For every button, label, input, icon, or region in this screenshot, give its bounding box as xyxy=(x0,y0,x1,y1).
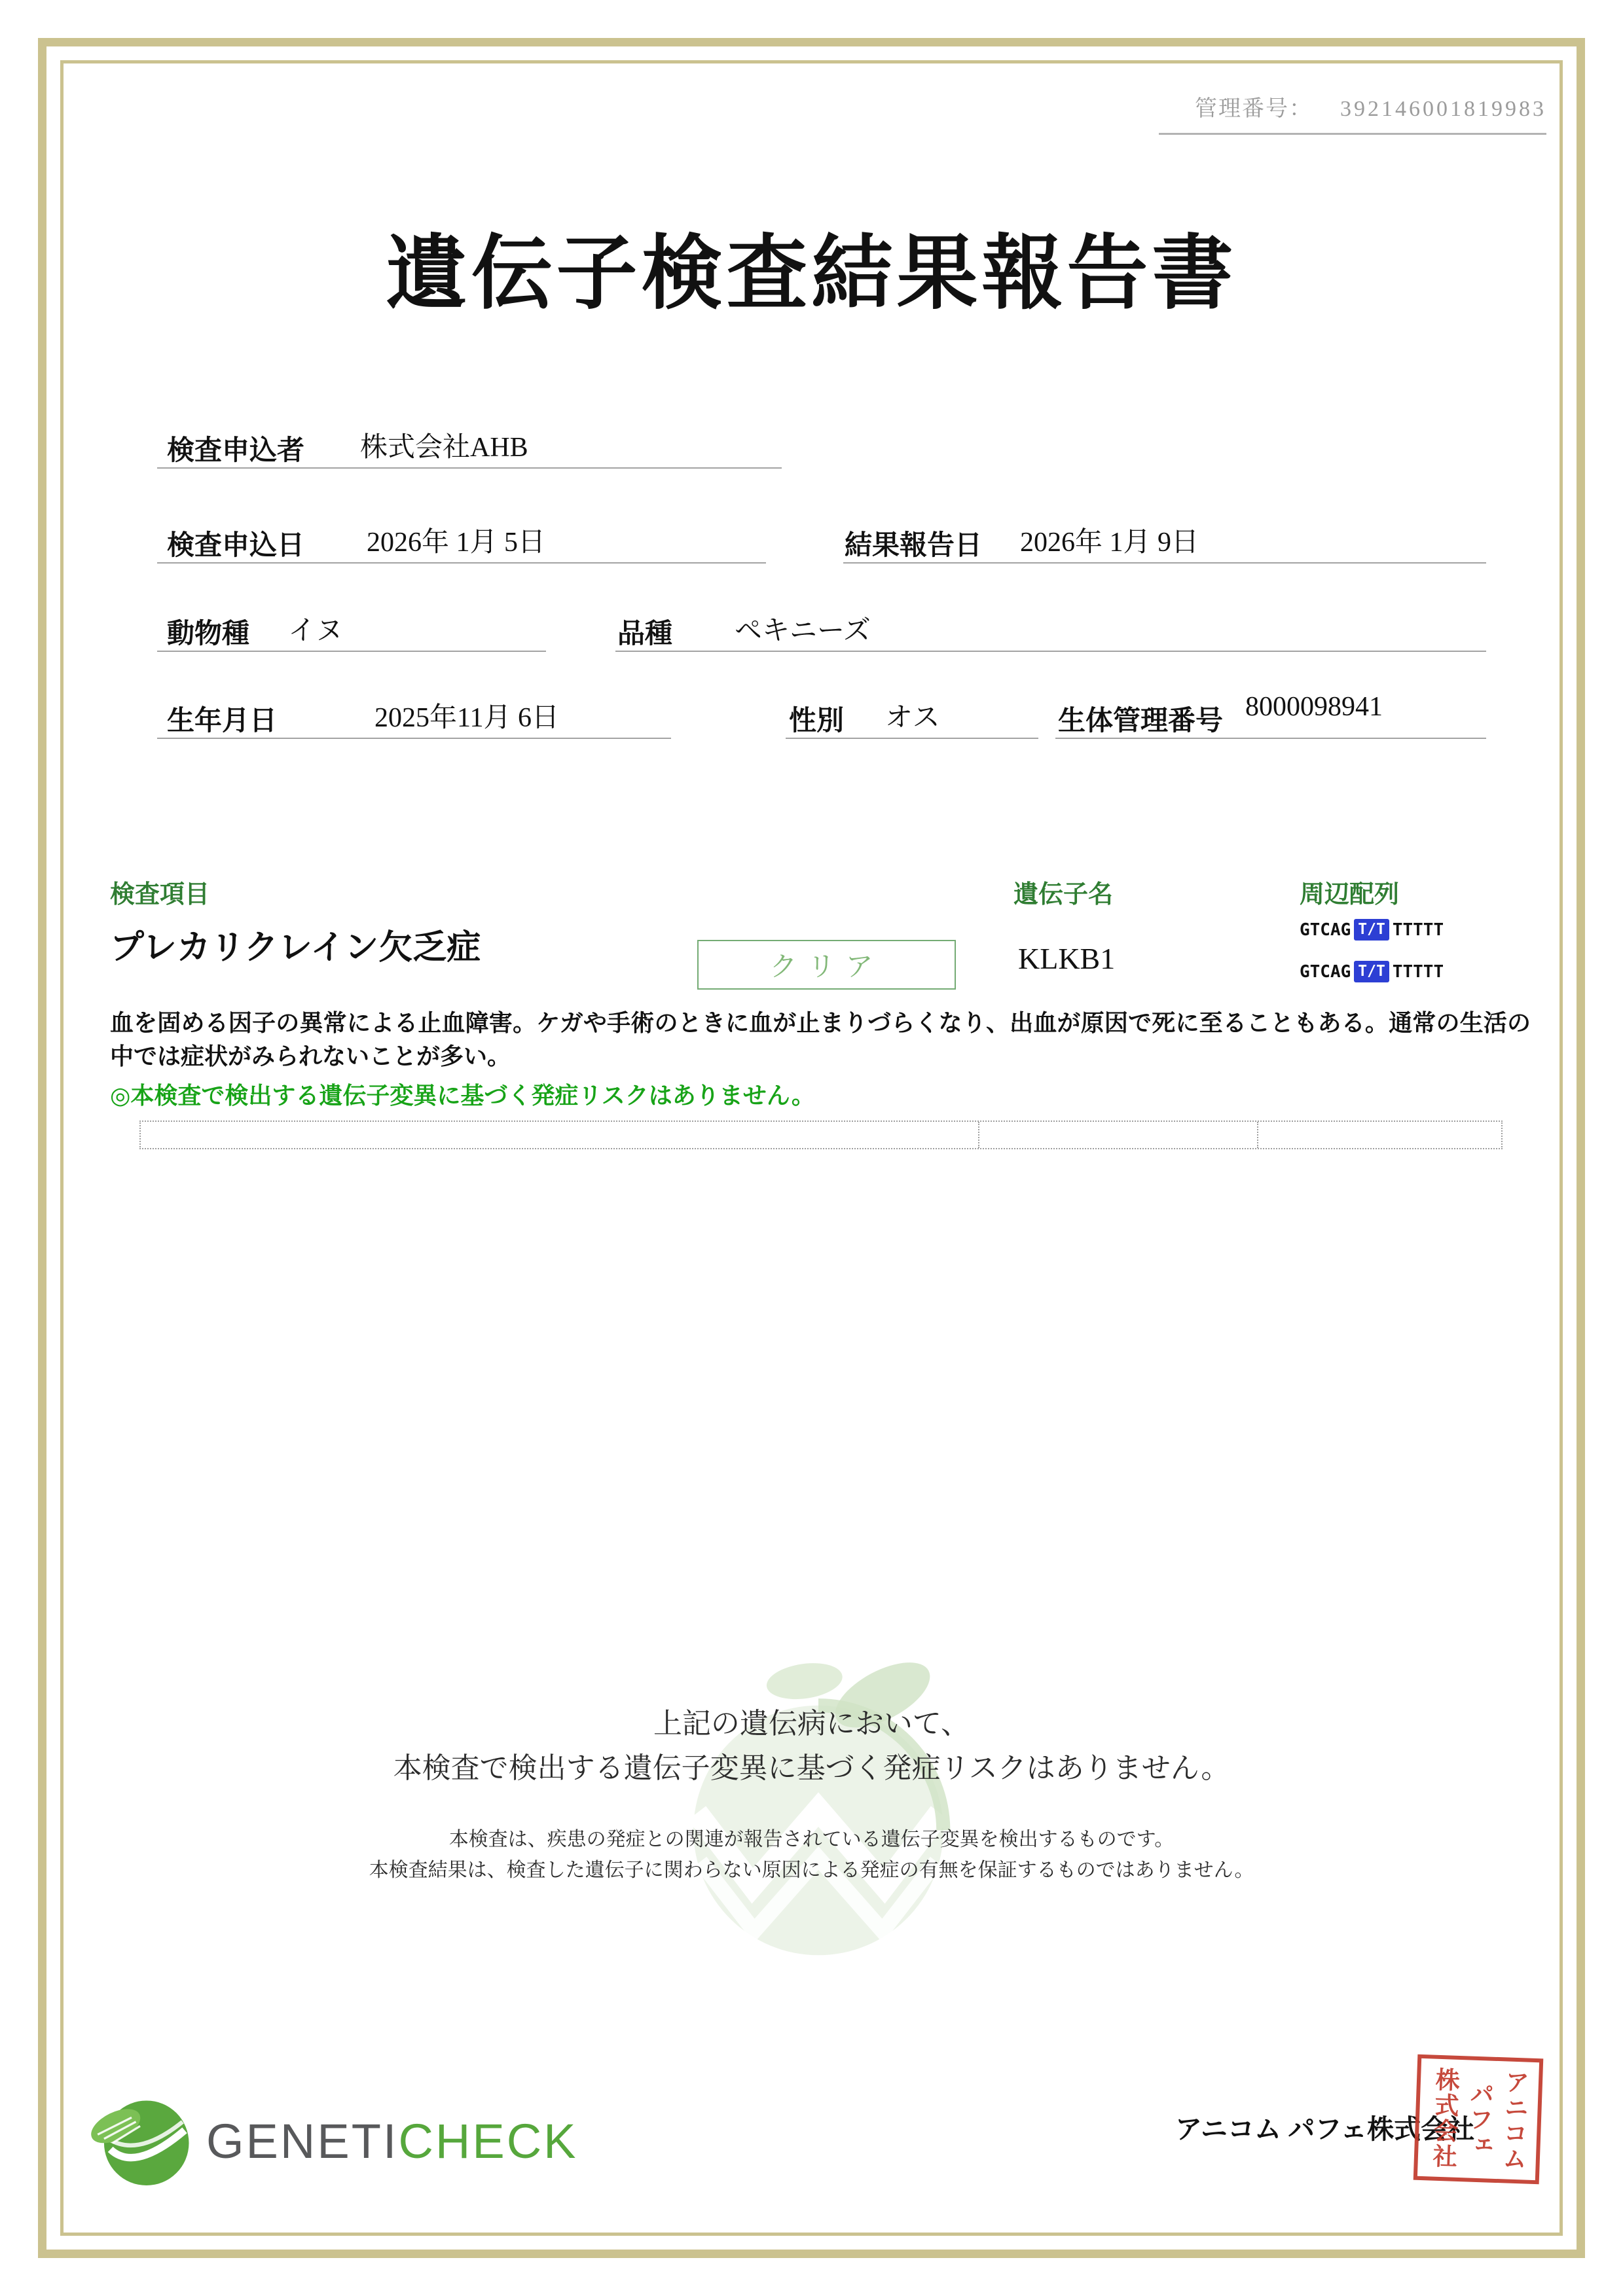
sequence-variant-box: T/T xyxy=(1354,961,1389,982)
seal-column: アニコム xyxy=(1498,2069,1529,2172)
management-number-label: 管理番号： xyxy=(1195,97,1313,121)
apply-date-underline xyxy=(157,562,766,564)
dotted-divider xyxy=(1257,1122,1258,1148)
apply-date-label: 検査申込日 xyxy=(167,531,305,561)
status-badge xyxy=(697,940,956,990)
breed-value: ペキニーズ xyxy=(735,616,871,646)
test-item-name: プレカリクレイン欠乏症 xyxy=(110,929,481,967)
report-date-label: 結果報告日 xyxy=(845,531,983,561)
sex-underline xyxy=(786,738,1038,739)
logo-text-geneti: GENETI xyxy=(206,2113,399,2168)
report-date-value: 2026年 1月 9日 xyxy=(1020,528,1199,558)
birthdate-value: 2025年11月 6日 xyxy=(374,703,559,733)
species-value: イヌ xyxy=(288,616,344,646)
sequence-prefix: GTCAG xyxy=(1300,961,1351,982)
sequence-prefix: GTCAG xyxy=(1300,920,1351,940)
breed-label: 品種 xyxy=(617,619,673,649)
summary-note2: 本検査結果は、検査した遺伝子に関わらない原因による発症の有無を保証するものではありません。 xyxy=(369,1859,1254,1881)
applicant-value: 株式会社AHB xyxy=(360,433,528,463)
disease-description-block xyxy=(110,1007,1531,1111)
gene-name-value: KLKB1 xyxy=(1018,942,1116,975)
management-number-value: 392146001819983 xyxy=(1340,97,1546,121)
sex-value: オス xyxy=(885,703,940,733)
sequence-suffix: TTTTT xyxy=(1392,920,1444,940)
seal-column: パフェ xyxy=(1463,2080,1493,2159)
test-item-header: 検査項目 xyxy=(110,881,210,908)
dotted-divider xyxy=(978,1122,979,1148)
company-name: アニコム パフェ株式会社 xyxy=(1175,2114,1475,2144)
company-seal xyxy=(1413,2054,1544,2185)
birthdate-underline xyxy=(157,738,671,739)
summary-section xyxy=(0,1702,1623,1886)
status-text: クリア xyxy=(769,952,884,982)
geneticheck-logo xyxy=(87,2088,578,2194)
apply-date-value: 2026年 1月 5日 xyxy=(367,528,546,558)
sequence-header: 周辺配列 xyxy=(1300,881,1400,908)
summary-note1: 本検査は、疾患の発症との関連が報告されている遺伝子変異を検出するものです。 xyxy=(448,1829,1175,1851)
sequence-suffix: TTTTT xyxy=(1392,961,1444,982)
logo-text-check: CHECK xyxy=(398,2113,578,2168)
species-label: 動物種 xyxy=(167,619,250,649)
seal-column: 株式会社 xyxy=(1428,2066,1459,2170)
species-underline xyxy=(157,651,546,652)
breed-underline xyxy=(615,651,1486,652)
applicant-underline xyxy=(157,467,782,469)
management-number xyxy=(1159,90,1546,135)
summary-line2: 本検査で検出する遺伝子変異に基づく発症リスクはありません。 xyxy=(393,1752,1230,1785)
animal-id-underline xyxy=(1055,738,1486,739)
sequence-variant-box: T/T xyxy=(1354,919,1389,941)
animal-id-value: 8000098941 xyxy=(1245,692,1383,722)
gene-name-header: 遺伝子名 xyxy=(1013,881,1114,908)
sequence-row xyxy=(1300,919,1444,941)
page-title: 遺伝子検査結果報告書 xyxy=(386,229,1237,319)
applicant-label: 検査申込者 xyxy=(167,436,305,466)
empty-result-row xyxy=(139,1121,1503,1149)
birthdate-label: 生年月日 xyxy=(167,706,278,736)
summary-line1: 上記の遺伝病において、 xyxy=(653,1708,970,1740)
sequence-row xyxy=(1300,961,1444,982)
risk-note: ◎本検査で検出する遺伝子変異に基づく発症リスクはありません。 xyxy=(110,1083,815,1109)
disease-description: 血を固める因子の異常による止血障害。ケガや手術のときに血が止まりづらくなり、出血が原因で死に至ることもある。通常の生活の中では症状がみられないことが多い。 xyxy=(110,1010,1531,1070)
report-date-underline xyxy=(843,562,1486,564)
sex-label: 性別 xyxy=(789,706,845,736)
animal-id-label: 生体管理番号 xyxy=(1058,706,1224,736)
geneticheck-logo-text xyxy=(206,2113,578,2169)
geneticheck-logo-icon xyxy=(87,2088,193,2194)
